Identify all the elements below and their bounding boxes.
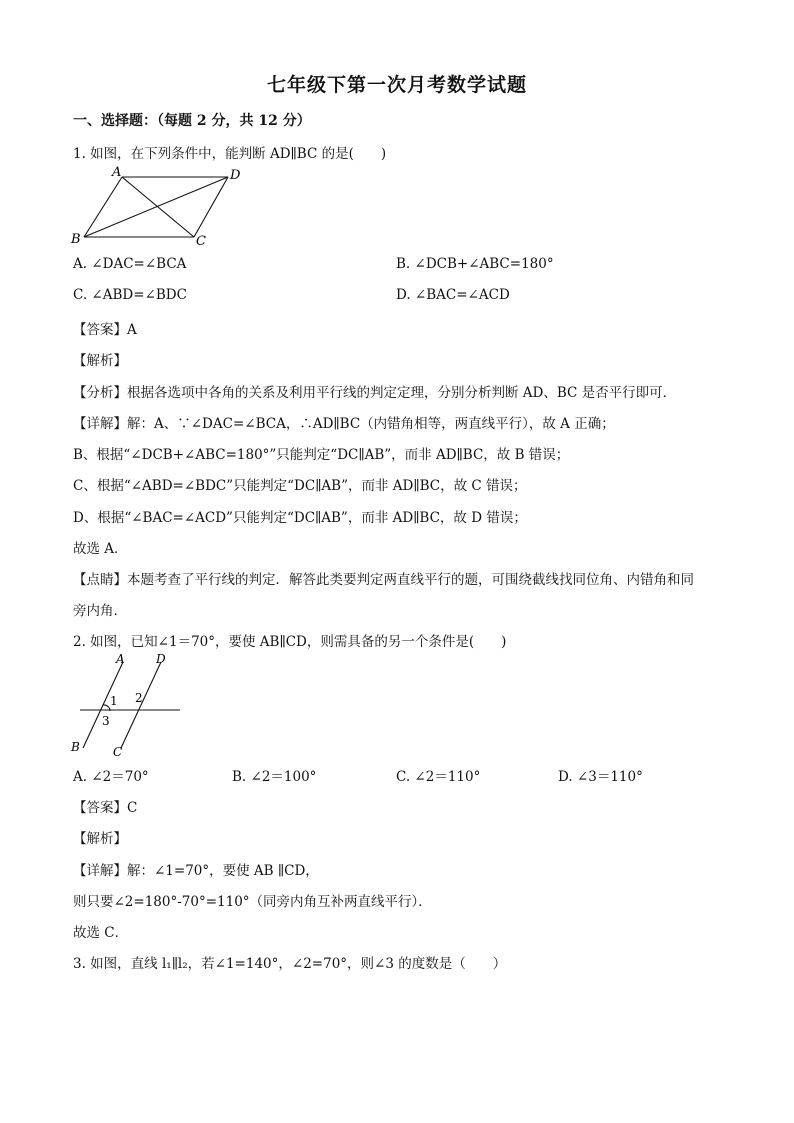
- question-2-figure: [66, 650, 196, 762]
- question-2-stem: 2. 如图，已知∠1＝70°，要使 AB∥CD，则需具备的另一个条件是( ): [73, 634, 507, 650]
- figure-1-label-b: B: [71, 232, 81, 247]
- figure-1-label-d: D: [230, 168, 241, 183]
- question-1-comment-line-2: 旁内角．: [73, 603, 127, 619]
- figure-2-angle-2: 2: [135, 691, 143, 705]
- question-2-detail: 【详解】解：∠1=70°，要使 AB ∥CD，: [73, 863, 319, 879]
- question-2-option-a: A. ∠2＝70°: [73, 769, 149, 785]
- question-1-stem: 1. 如图，在下列条件中，能判断 AD∥BC 的是( ): [73, 146, 387, 162]
- question-1-line-b: B、根据“∠DCB+∠ABC=180°”只能判定“DC∥AB”，而非 AD∥BC，故 B 错误；: [73, 447, 570, 463]
- question-1-line-d: D、根据“∠BAC=∠ACD”只能判定“DC∥AB”，而非 AD∥BC，故 D 错误；: [73, 510, 527, 526]
- page-title: 七年级下第一次月考数学试题: [266, 74, 527, 96]
- question-1-comment-line-1: 【点睛】本题考查了平行线的判定．解答此类要判定两直线平行的题，可围绕截线找同位角、内错角和同: [73, 572, 694, 588]
- question-1-detail: 【详解】解：A、∵∠DAC=∠BCA，∴AD∥BC（内错角相等，两直线平行），故 A 正确；: [73, 416, 615, 432]
- section-heading: 一、选择题：（每题 2 分，共 12 分）: [73, 113, 311, 129]
- question-1-answer: 【答案】A: [73, 322, 137, 338]
- question-2-option-c: C. ∠2＝110°: [396, 769, 481, 785]
- question-2-choice: 故选 C．: [73, 925, 129, 941]
- question-1-fenxi: 【分析】根据各选项中各角的关系及利用平行线的判定定理，分别分析判断 AD、BC 是否平行即可．: [73, 385, 677, 401]
- figure-2-label-b: B: [71, 740, 80, 754]
- figure-1-label-c: C: [196, 234, 206, 249]
- question-1-option-a: A. ∠DAC=∠BCA: [73, 256, 187, 272]
- figure-1-label-a: A: [112, 165, 122, 180]
- question-1-option-d: D. ∠BAC=∠ACD: [396, 287, 510, 303]
- question-1-analysis-heading: 【解析】: [73, 353, 127, 369]
- question-2-option-b: B. ∠2＝100°: [232, 769, 317, 785]
- question-2-analysis-heading: 【解析】: [73, 831, 127, 847]
- question-1-option-c: C. ∠ABD=∠BDC: [73, 287, 187, 303]
- question-2-option-d: D. ∠3＝110°: [558, 769, 643, 785]
- question-1-figure: [66, 162, 256, 257]
- question-1-line-c: C、根据“∠ABD=∠BDC”只能判定“DC∥AB”，而非 AD∥BC，故 C 错误；: [73, 478, 527, 494]
- figure-2-angle-1: 1: [110, 694, 118, 708]
- figure-2-label-c: C: [113, 745, 123, 759]
- question-1-option-b: B. ∠DCB+∠ABC=180°: [396, 256, 554, 272]
- figure-2-label-a: A: [116, 652, 125, 666]
- figure-2-angle-3: 3: [102, 714, 110, 728]
- question-3-stem: 3. 如图，直线 l₁∥l₂，若∠1=140°，∠2=70°，则∠3 的度数是（ ）: [73, 956, 507, 972]
- question-1-choice: 故选 A．: [73, 541, 128, 557]
- figure-2-label-d: D: [156, 652, 166, 666]
- question-2-line-2: 则只要∠2=180°-70°=110°（同旁内角互补两直线平行）．: [73, 894, 432, 910]
- question-2-answer: 【答案】C: [73, 800, 138, 816]
